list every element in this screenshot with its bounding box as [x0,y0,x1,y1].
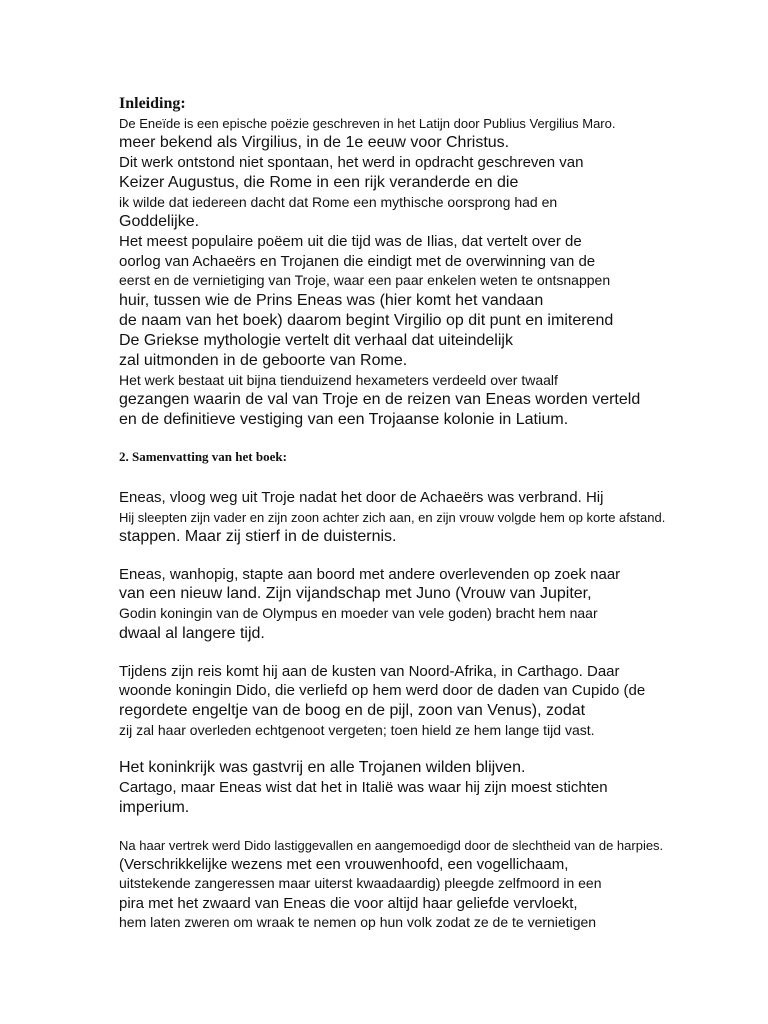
text-line: ik wilde dat iedereen dacht dat Rome een mythische oorsprong had en [119,193,558,210]
text-line: gezangen waarin de val van Troje en de reizen van Eneas worden verteld [119,391,641,408]
text-line: Het meest populaire poëem uit die tijd was de Ilias, dat vertelt over de [119,233,582,250]
text-line: Goddelijke. [119,213,200,230]
document-page [119,94,739,933]
text-line: huir, tussen wie de Prins Eneas was (hier komt het vandaan [119,291,544,309]
text-line: Het koninkrijk was gastvrij en alle Trojanen wilden blijven. [119,759,526,776]
text-line: de naam van het boek) daarom begint Virgilio op dit punt en imiterend [119,311,614,329]
text-line: en de definitieve vestiging van een Trojaanse kolonie in Latium. [119,411,569,428]
summary-paragraph-1 [119,488,739,547]
text-line: Het werk bestaat uit bijna tienduizend hexameters verdeeld over twaalf [119,371,558,388]
text-line: stappen. Maar zij stierf in de duisternis. [119,527,397,545]
text-line: woonde koningin Dido, die verliefd op hem werd door de daden van Cupido (de [119,682,646,699]
text-line: Keizer Augustus, die Rome in een rijk veranderde en die [119,173,519,191]
text-line: Hij sleepten zijn vader en zijn zoon achter zich aan, en zijn vrouw volgde hem op korte afstand. [119,509,666,525]
text-line: regordete engeltje van de boog en de pijl, zoon van Venus), zodat [119,701,586,719]
text-line: Na haar vertrek werd Dido lastiggevallen en aangemoedigd door de slechtheid van de harpies. [119,837,664,853]
summary-paragraph-4 [119,758,739,818]
summary-paragraph-5 [119,836,739,933]
section-heading-introduction: Inleiding: [119,95,186,112]
text-line: zal uitmonden in de geboorte van Rome. [119,351,408,369]
text-line: Tijdens zijn reis komt hij aan de kusten van Noord-Afrika, in Carthago. Daar [119,662,620,680]
text-line: pira met het zwaard van Eneas die voor altijd haar geliefde vervloekt, [119,894,578,912]
intro-paragraph [119,114,739,430]
text-line: imperium. [119,798,190,816]
text-line: oorlog van Achaeërs en Trojanen die eindigt met de overwinning van de [119,252,596,270]
text-line: van een nieuw land. Zijn vijandschap met Juno (Vrouw van Jupiter, [119,585,592,602]
text-line: Godin koningin van de Olympus en moeder van vele goden) bracht hem naar [119,605,598,621]
text-line: De Eneïde is een epische poëzie geschreven in het Latijn door Publius Vergilius Maro. [119,116,616,131]
text-line: meer bekend als Virgilius, in de 1e eeuw voor Christus. [119,134,510,151]
text-line: Eneas, vloog weg uit Troje nadat het door de Achaeërs was verbrand. Hij [119,489,604,506]
summary-paragraph-2 [119,565,739,644]
text-line: (Verschrikkelijke wezens met een vrouwenhoofd, een vogellichaam, [119,855,569,873]
text-line: Dit werk ontstond niet spontaan, het werd in opdracht geschreven van [119,154,584,171]
summary-paragraph-3 [119,662,739,741]
text-line: De Griekse mythologie vertelt dit verhaal dat uiteindelijk [119,331,513,349]
text-line: uitstekende zangeressen maar uiterst kwaadaardig) pleegde zelfmoord in een [119,875,602,891]
text-line: hem laten zweren om wraak te nemen op hun volk zodat ze de te vernietigen [119,914,597,930]
text-line: dwaal al langere tijd. [119,624,265,642]
text-line: Eneas, wanhopig, stapte aan boord met andere overlevenden op zoek naar [119,565,621,583]
section-heading-summary: 2. Samenvatting van het boek: [119,449,287,464]
text-line: Cartago, maar Eneas wist dat het in Italië was waar hij zijn moest stichten [119,779,608,796]
text-line: eerst en de vernietiging van Troje, waar een paar enkelen weten te ontsnappen [119,272,611,288]
text-line: zij zal haar overleden echtgenoot vergeten; toen hield ze hem lange tijd vast. [119,721,595,738]
